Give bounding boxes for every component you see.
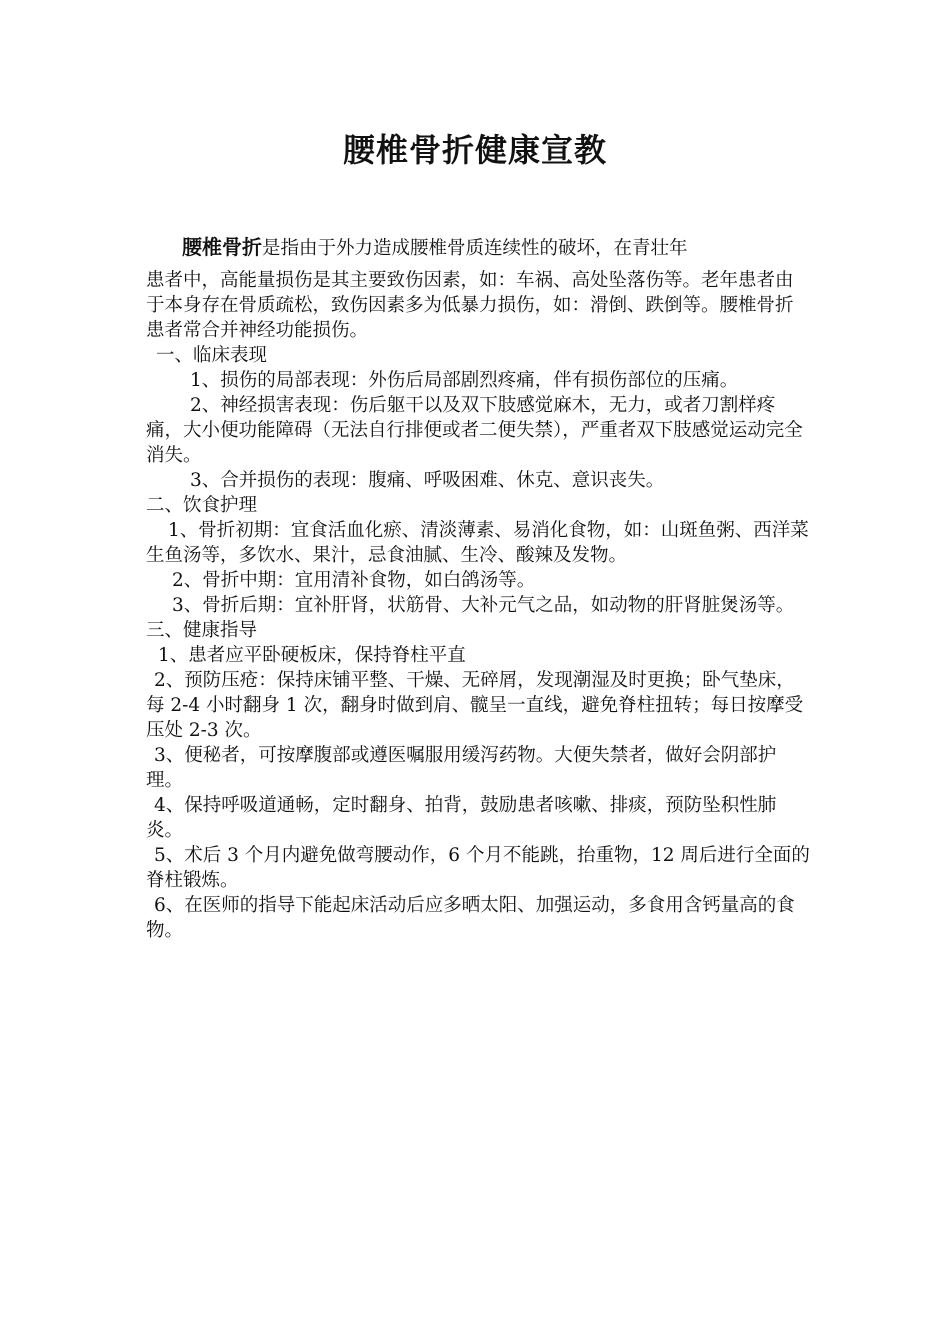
diet-item-1: 1、骨折初期：宜食活血化瘀、清淡薄素、易消化食物，如：山斑鱼粥、西洋菜生鱼汤等，多饮水、果汁，忌食油腻、生冷、酸辣及发物。 [146, 520, 809, 566]
section-heading-diet: 二、饮食护理 [146, 495, 258, 516]
guidance-item-3: 3、便秘者，可按摩腹部或遵医嘱服用缓泻药物。大便失禁者，做好会阴部护理。 [146, 745, 777, 791]
clinical-item-1: 1、损伤的局部表现：外伤后局部剧烈疼痛，伴有损伤部位的压痛。 [190, 370, 739, 391]
clinical-item-3: 3、合并损伤的表现：腹痛、呼吸困难、休克、意识丧失。 [190, 470, 665, 491]
diet-item-2: 2、骨折中期：宜用清补食物，如白鸽汤等。 [172, 570, 536, 591]
guidance-item-2: 2、预防压疮：保持床铺平整、干燥、无碎屑，发现潮湿及时更换；卧气垫床，每 2-4 小时翻身 1 次，翻身时做到肩、髋呈一直线，避免脊柱扭转；每日按摩受压处 2-3 次。 [146, 670, 804, 741]
section-heading-guidance: 三、健康指导 [146, 620, 258, 641]
section-heading-clinical: 一、临床表现 [156, 345, 268, 366]
intro-paragraph-first-line [146, 230, 810, 266]
guidance-item-4: 4、保持呼吸道通畅，定时翻身、拍背，鼓励患者咳嗽、排痰，预防坠积性肺炎。 [146, 795, 777, 841]
clinical-item-2: 2、神经损害表现：伤后躯干以及双下肢感觉麻木，无力，或者刀割样疼痛，大小便功能障碍（无法自行排便或者二便失禁），严重者双下肢感觉运动完全消失。 [146, 395, 803, 466]
document-body [146, 230, 810, 943]
guidance-item-6: 6、在医师的指导下能起床活动后应多晒太阳、加强运动，多食用含钙量高的食物。 [146, 895, 795, 941]
intro-paragraph-rest: 患者中，高能量损伤是其主要致伤因素，如：车祸、高处坠落伤等。老年患者由于本身存在骨质疏松，致伤因素多为低暴力损伤，如：滑倒、跌倒等。腰椎骨折患者常合并神经功能损伤。 [146, 270, 794, 341]
diet-item-3: 3、骨折后期：宜补肝肾，状筋骨、大补元气之品，如动物的肝肾脏煲汤等。 [172, 595, 795, 616]
guidance-item-5: 5、术后 3 个月内避免做弯腰动作，6 个月不能跳，抬重物，12 周后进行全面的脊柱锻炼。 [146, 845, 810, 891]
intro-first-line-text: 是指由于外力造成腰椎骨质连续性的破坏，在青壮年 [262, 238, 688, 259]
document-title: 腰椎骨折健康宣教 [342, 131, 607, 169]
intro-lead-term: 腰椎骨折 [182, 235, 262, 259]
guidance-item-1: 1、患者应平卧硬板床，保持脊柱平直 [158, 645, 466, 666]
